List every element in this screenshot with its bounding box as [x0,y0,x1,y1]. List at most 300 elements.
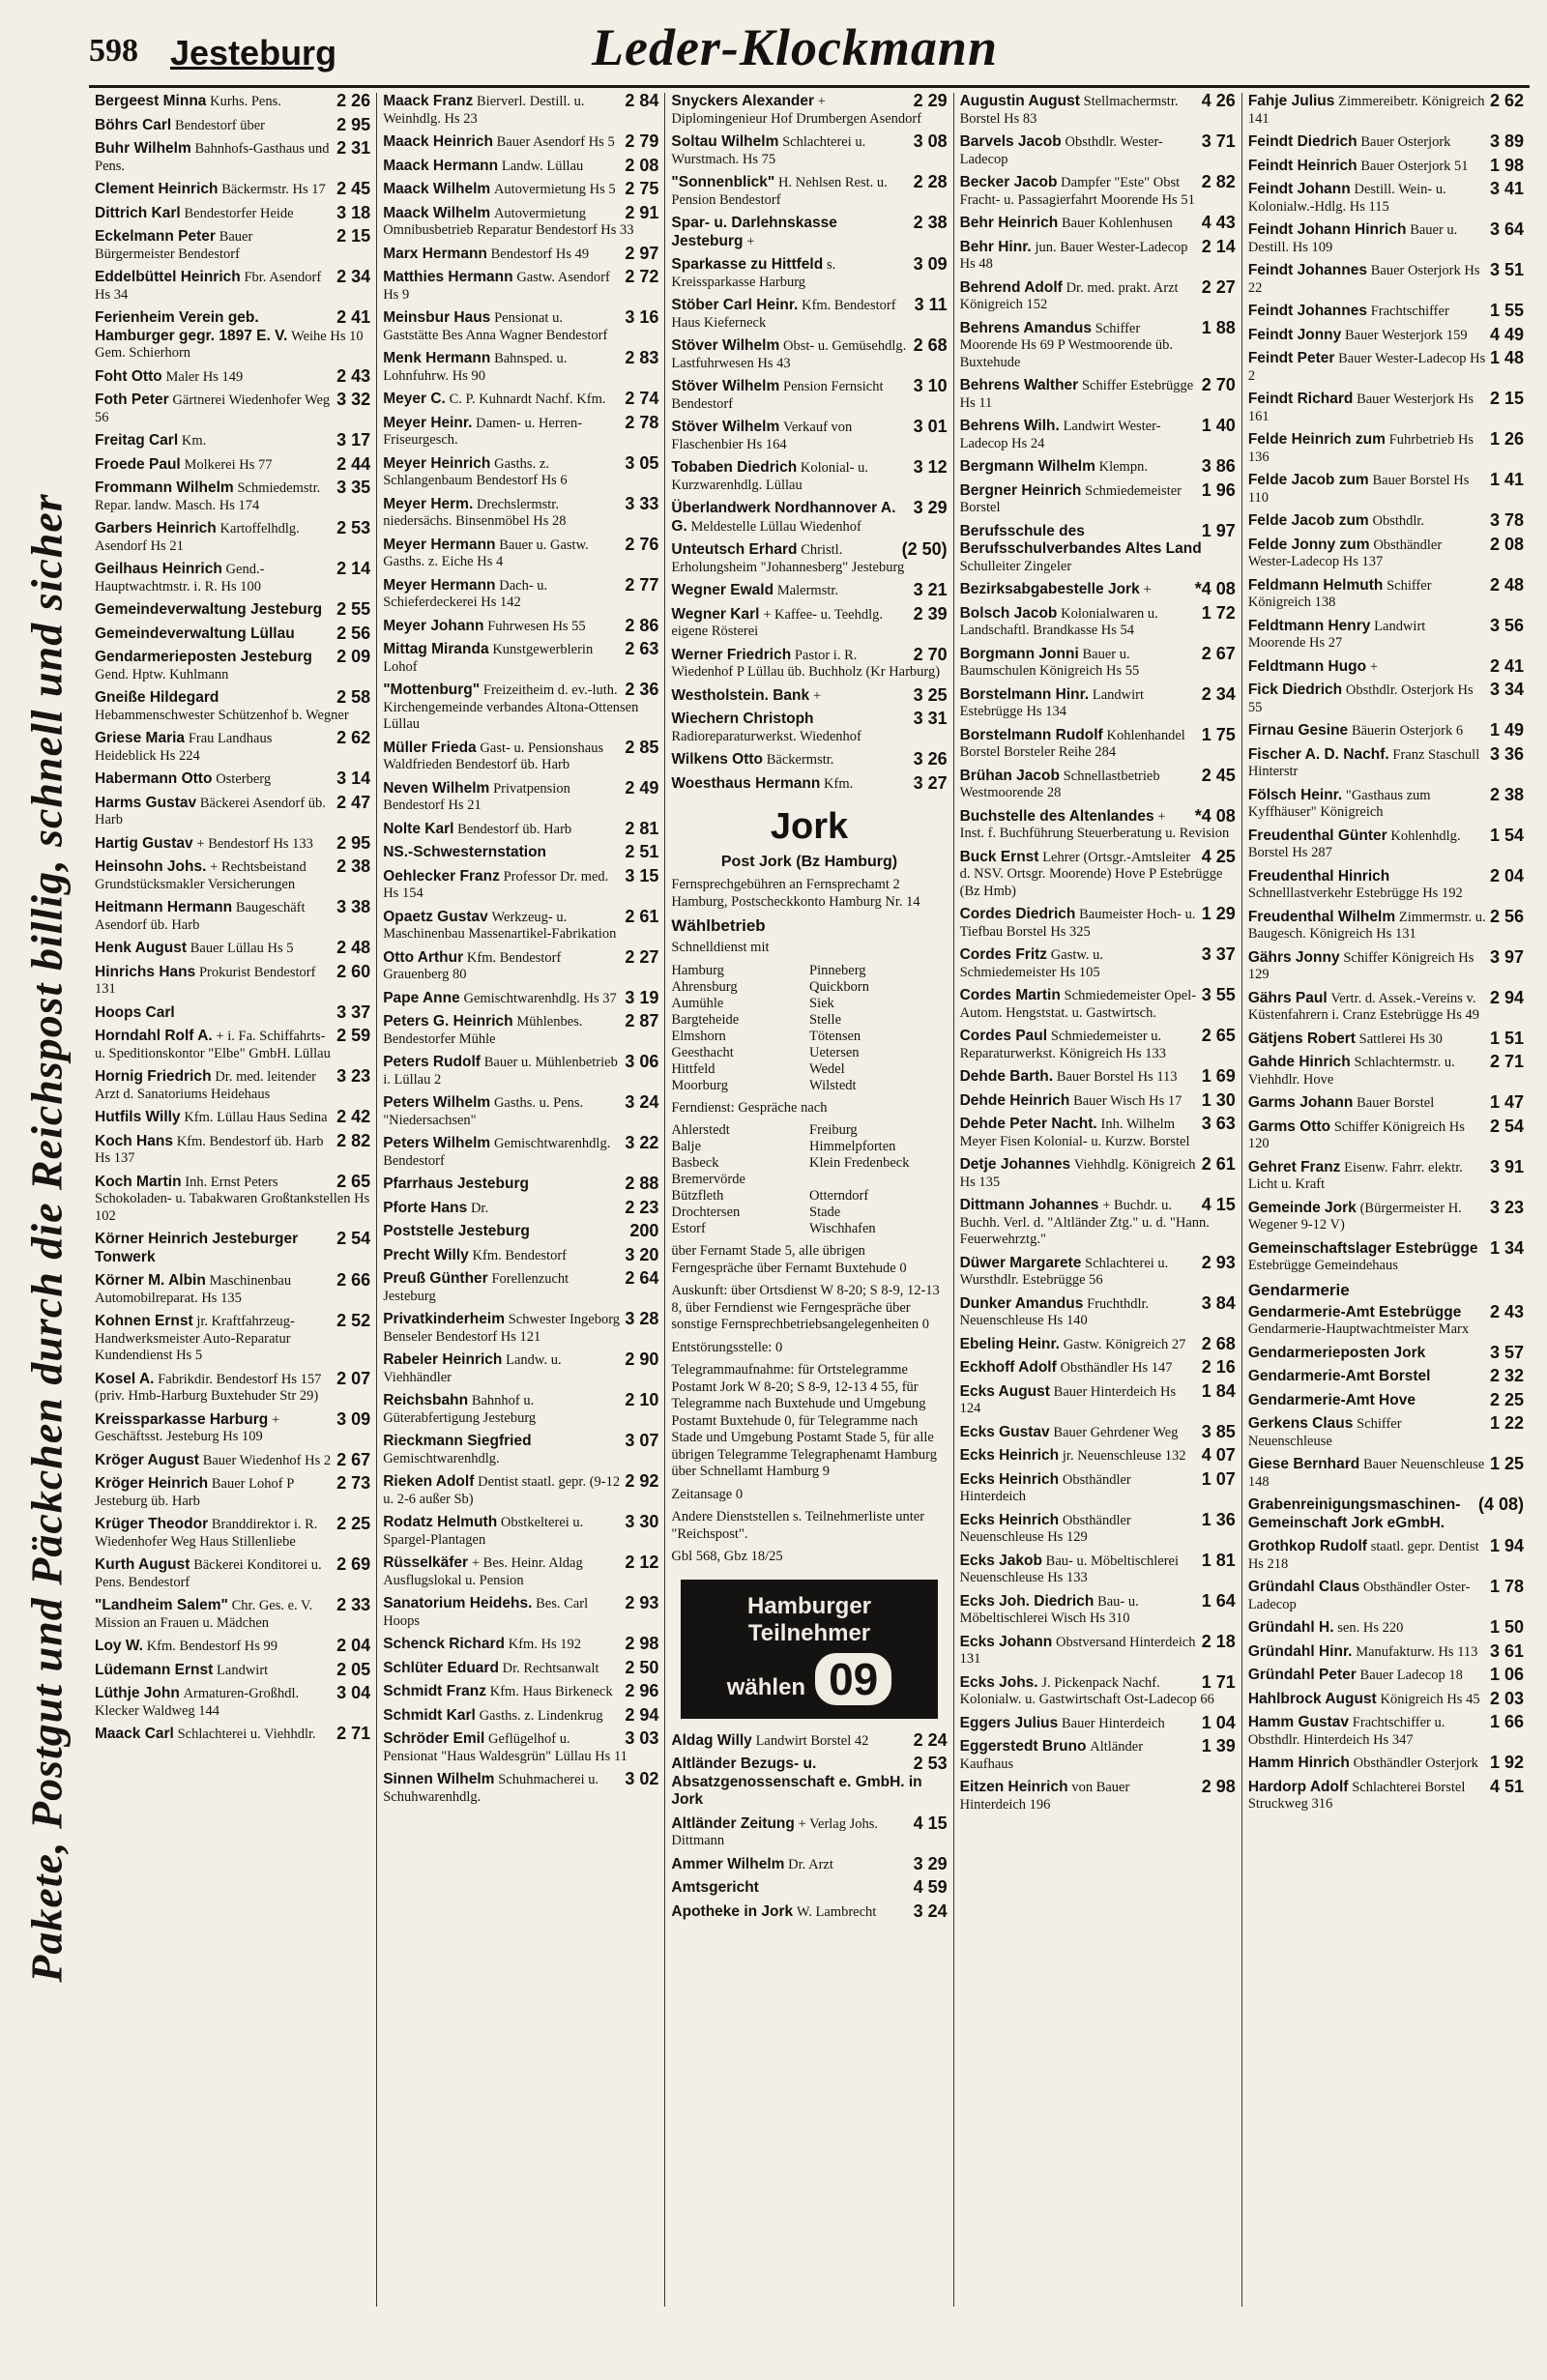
entry-text: Zimmermstr. u. Baugesch. Königreich Hs 131 [1247,909,1486,942]
jork-ferndienst-note: über Fernamt Stade 5, alle übrigen Ferngespräche über Fernamt Buxtehude 0 [671,1243,907,1276]
directory-entry [959,846,1236,901]
entry-text: Kfm. Bendestorf üb. Harb Hs 137 [95,1133,324,1166]
entry-name: Gährs Jonny [1247,948,1340,966]
entry-phone: 3 64 [1489,219,1525,239]
directory-entry [383,946,659,984]
entry-text: Bes. Carl Hoops [383,1596,589,1629]
entry-text: staatl. gepr. Dentist Hs 218 [1247,1539,1479,1572]
directory-entry [671,93,947,128]
place-name: Bützfleth [671,1188,724,1204]
entry-name: Dehde Heinrich [959,1091,1070,1109]
entry-text: Bahnsped. u. Lohnfuhrw. Hs 90 [383,351,568,384]
entry-phone: 2 55 [336,599,371,619]
entry-text: Stellmachermstr. Borstel Hs 83 [959,94,1179,127]
entry-phone: 3 18 [336,202,371,222]
entry-phone: 2 93 [625,1593,659,1612]
entry-name: Borgmann Jonni [959,645,1079,662]
entry-phone: 2 65 [336,1171,371,1191]
directory-entry [960,1068,1236,1087]
entry-phone: 3 24 [625,1092,659,1112]
entry-name: Meyer Johann [383,617,484,634]
directory-entry [1248,827,1524,862]
entry-text: Obsthändler Neuenschleuse Hs 129 [959,1512,1131,1545]
entry-phone: 3 03 [625,1728,659,1748]
entry-name: Feindt Diedrich [1247,133,1357,150]
directory-entry [671,133,947,168]
directory-entry [383,350,658,385]
entry-phone: 4 26 [1201,93,1236,110]
directory-entry [960,906,1236,941]
entry-phone: 2 95 [336,114,371,134]
entry-text: Gendarmerie-Hauptwachtmeister Marx [1247,1321,1470,1337]
directory-entry [1248,431,1524,466]
entry-phone: 3 05 [625,452,659,473]
entry-name: Borstelmann Rudolf [959,726,1103,743]
entry-text: Gasths. u. Pens. "Niedersachsen" [383,1095,584,1128]
entry-text: Kartoffelhdlg. Asendorf Hs 21 [95,521,300,554]
entry-phone: 2 45 [1201,765,1236,785]
entry-text: Bauer Borstel Hs 110 [1247,473,1470,506]
directory-entry [383,1473,658,1508]
entry-phone: 3 32 [336,390,371,409]
entry-phone: 4 59 [913,1877,948,1897]
ad-line-1: Hamburger [746,1592,872,1619]
entry-name: Stöver Wilhelm [671,419,780,435]
entry-name: Feldtmann Henry [1247,617,1371,634]
entry-name: Soltau Wilhelm [671,133,779,150]
entry-phone: 2 65 [1201,1026,1236,1045]
directory-entry [95,1597,370,1632]
entry-name: Poststelle Jesteburg [383,1223,530,1239]
entry-text: jr. Neuenschleuse 132 [1062,1448,1186,1464]
entry-phone: 2 56 [336,623,371,643]
directory-entry [383,1244,659,1265]
jork-fees: Fernsprechgebühren an Fernsprechamt 2 Hamburg, Postscheckkonto Hamburg Nr. 14 [671,877,920,910]
entry-phone: 2 50 [625,1657,659,1677]
entry-text: Obstversand Hinterdeich 131 [959,1634,1196,1667]
entry-phone: 3 15 [625,865,659,885]
entry-name: Eckelmann Peter [95,228,216,245]
entry-phone: 2 70 [913,644,948,664]
directory-entry [383,987,659,1008]
directory-entry [383,818,659,839]
place-name: Moorburg [671,1077,728,1093]
entry-text: Landwirt Borstel 42 [755,1732,869,1749]
entry-name: Hahlbrock August [1247,1690,1377,1707]
place-name: Aumühle [671,995,724,1011]
directory-entry [95,940,370,958]
entry-phone: 3 21 [913,580,948,599]
entry-name: Privatkinderheim [383,1311,505,1327]
entry-name: Ecks Johs. [959,1673,1038,1691]
entry-text: Autovermietung Hs 5 [493,182,616,197]
ad-word: wählen [726,1673,806,1700]
entry-text: Obsthändler Oster-Ladecop [1247,1580,1471,1612]
entry-text: Kfm. Bendestorf Hs 99 [146,1639,278,1654]
directory-entry [95,93,370,111]
entry-text: Königreich Hs 45 [1380,1691,1480,1707]
jork-heading: Jork [770,806,849,847]
entry-phone: 3 11 [914,295,948,314]
directory-entry [383,269,658,304]
entry-phone: 3 55 [1201,985,1236,1004]
entry-name: Meyer Hermann [383,576,496,594]
entry-name: Schröder Emil [383,1730,485,1747]
entry-text: Gemischtwarenhdlg. [383,1450,500,1466]
entry-name: Koch Martin [95,1173,182,1190]
directory-entry [95,1726,370,1744]
entry-phone: 2 91 [625,202,659,222]
place-name: Himmelpforten [809,1139,896,1154]
entry-phone: 2 71 [336,1724,371,1743]
entry-phone: 2 77 [625,574,659,595]
entry-name: Marx Hermann [383,245,487,262]
directory-entry [960,133,1236,168]
entry-phone: 3 57 [1489,1342,1525,1362]
entry-name: Rüsselkäfer [383,1554,469,1571]
entry-text: C. P. Kuhnardt Nachf. Kfm. [449,392,606,407]
directory-entry [1248,472,1524,507]
entry-name: Maack Carl [95,1726,174,1742]
directory-entry [960,1197,1236,1249]
entry-phone: 1 07 [1201,1468,1236,1489]
entry-name: Feldtmann Hugo [1247,657,1367,675]
directory-entry [383,1223,658,1241]
entry-phone: 4 07 [1201,1445,1236,1465]
entry-name: Ecks Johann [959,1633,1053,1650]
entry-text: Landw. Lüllau [501,158,584,174]
directory-entry [1247,155,1525,176]
entry-text: Bauer Asendorf Hs 5 [496,134,615,150]
directory-entry [671,1815,947,1850]
entry-text: Obsthändler Hinterdeich [959,1471,1131,1504]
entry-phone: 1 72 [1201,602,1236,623]
entry-text: Bauer Wisch Hs 17 [1073,1092,1182,1109]
entry-phone: 2 92 [625,1471,659,1491]
entry-phone: 2 64 [625,1268,659,1288]
entry-text: Kfm. Bendestorf Haus Kieferneck [671,298,896,331]
entry-text: s. Kreissparkasse Harburg [671,257,836,290]
entry-name: Berufsschule des Berufsschulverbandes Altes Land [959,522,1202,557]
entry-phone: 2 66 [336,1270,371,1290]
entry-name: Gemeindeverwaltung Jesteburg [95,601,323,618]
entry-text: Bendestorfer Heide [184,205,294,221]
entry-phone: 3 20 [625,1244,659,1264]
directory-entry [1248,1755,1524,1773]
directory-entry [383,309,658,344]
entry-text: Schnellastbetrieb Westmoorende 28 [959,768,1160,800]
entry-text: Schwester Ingeborg Benseler Bendestorf Hs 121 [383,1312,621,1345]
entry-phone: 4 49 [1489,324,1525,344]
page-number: 598 [89,33,138,69]
directory-entry [95,1130,371,1168]
entry-phone: 3 34 [1489,680,1525,699]
column-2 [377,93,665,2307]
entry-phone: 3 36 [1489,743,1525,764]
entry-phone: 3 02 [625,1769,659,1788]
entry-text: Zimmereibetr. Königreich 141 [1247,94,1485,127]
directory-entry [383,641,658,676]
entry-name: Bezirksabgabestelle Jork [959,581,1140,597]
entry-text: Schiffer Königreich Hs 120 [1247,1118,1465,1151]
entry-name: Felde Jonny zum [1247,536,1370,553]
entry-phone: 2 36 [625,680,659,699]
directory-entry [1247,1301,1525,1339]
entry-text: Bahnhofs-Gasthaus und Pens. [95,141,330,174]
entry-phone: 3 63 [1201,1114,1236,1133]
entry-name: Firnau Gesine [1247,722,1349,739]
entry-text: Radioreparaturwerkst. Wiedenhof [671,728,861,744]
directory-entry [1247,1156,1525,1194]
entry-text: Maschinenbau Automobilreparat. Hs 135 [95,1273,292,1306]
entry-phone: 1 66 [1489,1712,1525,1731]
entry-phone: 2 49 [625,777,659,798]
entry-name: Rieken Adolf [383,1473,475,1490]
entry-phone: 2 39 [913,603,948,624]
entry-name: Pforte Hans [383,1199,468,1216]
entry-phone: 2 78 [625,412,659,432]
directory-entry [95,899,370,934]
directory-entry [960,1738,1236,1773]
entry-text: Bendestorf üb. Harb [457,821,572,837]
entry-name: Werner Friedrich [671,646,792,663]
directory-entry [959,1421,1236,1442]
entry-text: J. Pickenpack Nachf. Kolonialw. u. Gastwirtschaft Ost-Ladecop 66 [959,1674,1214,1707]
entry-text: Viehhdlg. Königreich Hs 135 [959,1157,1196,1190]
directory-entry [959,276,1236,314]
directory-entry [1248,1368,1524,1386]
entry-phone: 2 42 [336,1107,371,1126]
directory-entry [671,256,947,291]
entry-name: Schenck Richard [383,1636,505,1652]
entry-name: Kurth August [95,1556,190,1573]
directory-entry [1247,865,1525,903]
directory-entry [383,1514,658,1549]
place-name: Drochtersen [671,1205,741,1220]
directory-entry [671,500,947,536]
entry-text: Sattlerei Hs 30 [1358,1030,1443,1047]
entry-name: Ecks August [959,1382,1050,1400]
entry-name: Garms Johann [1247,1094,1354,1111]
directory-entry [383,181,658,199]
entry-phone: 2 62 [336,728,371,747]
place-title: Jesteburg [170,33,337,73]
directory-entry [1248,1714,1524,1749]
entry-phone: 3 37 [336,1001,371,1022]
entry-phone: 2 79 [625,131,659,151]
place-name: Estorf [671,1221,706,1236]
entry-name: Krüger Theodor [95,1516,209,1532]
entry-text: Freizeitheim d. ev.-luth. Kirchengemeinde verbandes Altona-Ottensen Lüllau [383,682,639,732]
entry-name: Gendarmerie-Amt Hove [1247,1391,1416,1408]
entry-text: Dr. Arzt [788,1856,833,1872]
entry-text: Inh. Ernst Peters Schokoladen- u. Tabakwaren Großtankstellen Hs 102 [95,1174,370,1224]
directory-entry [383,133,658,152]
entry-name: Stöver Wilhelm [671,378,780,394]
entry-phone: 3 78 [1489,510,1525,530]
entry-name: Sanatorium Heidehs. [383,1595,533,1611]
entry-name: Spar- u. Darlehnskasse Jesteburg [671,215,837,249]
entry-phone: 1 55 [1489,301,1525,320]
directory-entry [959,520,1236,576]
entry-name: Pfarrhaus Jesteburg [383,1175,529,1192]
entry-text: Bauer Lüllau Hs 5 [190,941,294,956]
entry-phone: 1 69 [1201,1066,1236,1086]
telephone-advertisement [681,1580,937,1719]
entry-name: "Landheim Salem" [95,1597,228,1613]
entry-phone: 1 88 [1201,317,1236,337]
place-name: Elmshorn [671,1028,726,1044]
entry-phone: 2 58 [336,687,371,707]
entry-text: Bahnhof u. Güterabfertigung Jesteburg [383,1393,537,1426]
entry-phone: 2 03 [1489,1688,1525,1708]
entry-phone: 1 51 [1489,1028,1525,1048]
entry-phone: 2 68 [1201,1333,1236,1353]
entry-phone: 2 34 [336,267,371,286]
entry-text: Bauer Westerjork 159 [1345,327,1468,343]
entry-text: Baugeschäft Asendorf üb. Harb [95,900,306,933]
entry-text: Fuhrwesen Hs 55 [487,618,586,634]
entry-text: Molkerei Hs 77 [184,456,273,473]
entry-phone: 1 54 [1489,825,1525,845]
entry-name: Westholstein. Bank [671,686,810,704]
directory-entry [671,711,947,745]
entry-text: Pension Fernsicht Bendestorf [671,379,884,412]
entry-phone: 2 25 [336,1514,371,1533]
entry-phone: 1 47 [1489,1092,1525,1112]
entry-name: Gehret Franz [1247,1158,1341,1175]
page-header [89,17,1530,88]
entry-text: Kfm. Hs 192 [508,1637,582,1652]
directory-entry [1248,1538,1524,1573]
entry-phone: 2 97 [625,243,659,263]
entry-text: Schiffer Königreich Hs 129 [1247,949,1474,982]
jork-telegramm: Telegrammaufnahme: für Ortstelegramme Postamt Jork W 8-20; S 8-9, 12-13 4 55, für Telegramme nach Buxtehude und Umgebung Postamt Buxtehude 0, für Telegramme nach Stade und Umgebung Postamt Stade 5, für alle übrigen Telegramme Telegraphenamt Hamburg über Schnellamt Hamburg 9 [671,1362,937,1479]
entry-phone: 3 84 [1201,1292,1236,1313]
directory-entry [960,418,1236,452]
directory-entry [959,1468,1236,1506]
entry-text: Bauer Hinterdeich [1062,1715,1165,1731]
entry-name: Kosel A. [95,1370,155,1387]
entry-phone: 2 04 [336,1636,371,1655]
listing-columns [89,93,1530,2307]
entry-name: Peters Wilhelm [383,1094,491,1111]
entry-name: Ecks Heinrich [959,1511,1060,1528]
entry-name: Tobaben Diedrich [671,459,798,476]
entry-text: + Geschäftsst. Jesteburg Hs 109 [95,1411,280,1444]
entry-phone: 3 86 [1201,456,1236,476]
entry-name: Hutfils Willy [95,1109,181,1125]
entry-name: Geilhaus Heinrich [95,561,222,577]
entry-name: Hardorp Adolf [1247,1778,1349,1795]
entry-phone: 3 41 [1489,179,1525,198]
entry-name: Loy W. [95,1638,143,1654]
entry-phone: 3 31 [913,709,948,728]
entry-name: Cordes Fritz [959,946,1048,963]
entry-text: Schlachtermstr. u. Viehhdlr. Hove [1247,1055,1455,1088]
entry-text: Werkzeug- u. Maschinenbau Massenartikel-Fabrikation [383,909,617,942]
directory-entry [1248,93,1524,128]
directory-entry [383,777,659,815]
entry-phone: 2 74 [625,389,659,408]
directory-entry [960,1156,1236,1191]
entry-name: Matthies Hermann [383,269,513,285]
entry-text: Branddirektor i. R. Wiedenhofer Weg Haus Stillenliebe [95,1517,318,1550]
entry-name: Feldmann Helmuth [1247,576,1384,594]
entry-phone: 1 98 [1489,155,1525,175]
entry-name: Ecks Heinrich [959,1470,1060,1488]
entry-name: Feindt Johannes [1247,303,1367,319]
directory-entry [671,582,947,600]
entry-name: Ecks Joh. Diedrich [959,1592,1095,1610]
place-name: Bargteheide [671,1011,740,1028]
place-name: Pinneberg [809,962,866,978]
entry-phone: 4 43 [1201,213,1236,232]
directory-entry [1248,303,1524,321]
entry-phone: 1 64 [1201,1590,1236,1611]
side-ad-text: Pakete, Postgut und Päckchen durch die Reichspost billig, schnell und sicher [21,492,72,1983]
entry-name: Hinrichs Hans [95,963,196,980]
entry-text: Gastw. u. Schmiedemeister Hs 105 [959,947,1104,980]
entry-name: Cordes Martin [959,987,1061,1003]
directory-entry [95,649,370,683]
directory-entry [95,181,370,199]
place-name: Ahlerstedt [671,1122,730,1138]
entry-phone: 1 78 [1489,1577,1525,1596]
directory-entry [1247,946,1525,984]
directory-entry [1247,906,1525,943]
directory-entry [383,1771,658,1806]
entry-text: + Kaffee- u. Teehdlg. eigene Rösterei [671,606,883,639]
entry-name: Behrend Adolf [959,278,1063,296]
entry-phone: 2 70 [1201,375,1236,394]
entry-name: Oehlecker Franz [383,867,500,885]
directory-entry [95,1231,370,1266]
entry-text: Schmiedemeister u. Reparaturwerkst. Königreich Hs 133 [959,1029,1167,1061]
entry-phone: 3 37 [1201,944,1236,964]
entry-text: Kohlenhdlg. Borstel Hs 287 [1247,827,1461,860]
entry-name: Feindt Jonny [1247,326,1342,343]
entry-name: Gründahl H. [1247,1619,1334,1636]
directory-entry [383,1013,658,1048]
entry-name: Eddelbüttel Heinrich [95,269,241,285]
directory-entry [959,643,1236,681]
entry-name: Freudenthal Günter [1247,827,1387,844]
directory-entry [959,317,1236,372]
entry-text: Schnelllastverkehr Estebrügge Hs 192 [1247,885,1463,901]
directory-entry [383,1175,658,1194]
entry-name: Behrens Amandus [959,319,1092,336]
entry-text: Chr. Ges. e. V. Mission an Frauen u. Mädchen [95,1598,313,1631]
directory-entry [1247,1776,1525,1814]
entry-text: Bäuerin Osterjork 6 [1351,723,1464,739]
entry-phone: *4 08 [1194,805,1236,826]
schnelldienst-list [671,963,947,1094]
entry-text: Altländer Kaufhaus [959,1739,1144,1772]
entry-text: Bauer Lohof P Jesteburg üb. Harb [95,1476,294,1509]
directory-entry [1247,574,1525,612]
entry-name: Frommann Wilhelm [95,479,234,496]
place-name: Freiburg [809,1122,858,1138]
entry-text: Estebrügge Gemeindehaus [1247,1258,1398,1273]
directory-entry [95,365,371,387]
entry-text: Lehrer (Ortsgr.-Amtsleiter d. NSV. Ortsgr. Moorende) Hove P Estebrügge (Bz Hmb) [959,849,1223,899]
entry-phone: 3 29 [913,1853,948,1873]
entry-name: Gendarmerieposten Jork [1247,1344,1426,1361]
directory-entry [1248,1030,1524,1049]
ferndienst-list [671,1122,947,1237]
entry-text: Meldestelle Lüllau Wiedenhof [690,518,861,535]
